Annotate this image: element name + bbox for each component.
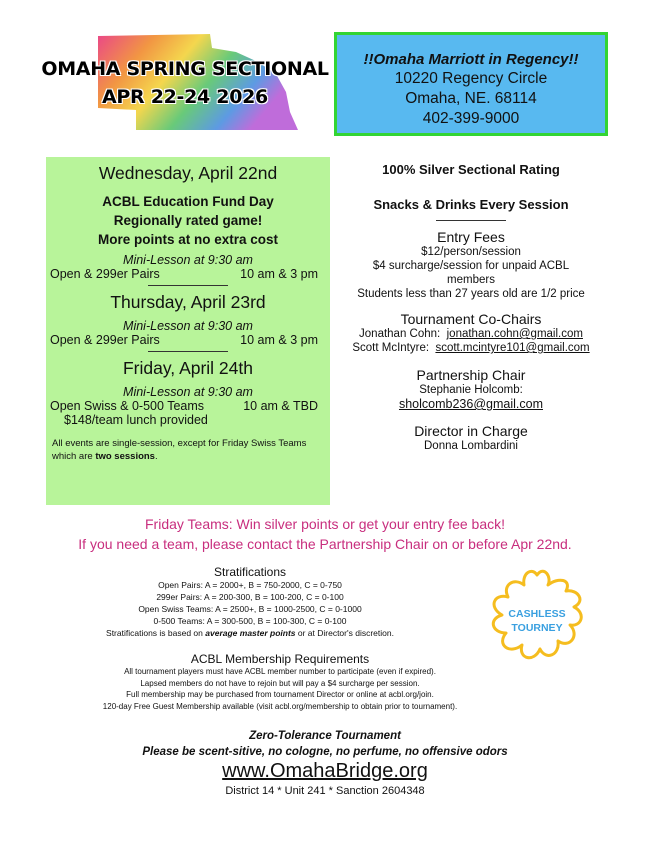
membership-line-2: Lapsed members do not have to rejoin but will pay a $4 surcharge per session. [140,678,420,688]
friday-lunch: $148/team lunch provided [64,413,208,427]
stratifications-section [60,565,440,639]
badge-line-1: CASHLESS [508,608,566,620]
wednesday-highlight-1: ACBL Education Fund Day [102,194,274,209]
strat-basis-text: Stratifications is based on [106,628,206,638]
cochair-2-name: Scott McIntyre: [352,342,430,354]
cochair-2-email-link[interactable]: scott.mcintyre101@gmail.com [435,342,590,354]
schedule-box [46,157,330,505]
wednesday-event-row [46,267,330,281]
session-note-end: . [154,451,158,462]
wednesday-time: 10 am & 3 pm [240,267,318,281]
scent-notice: Please be scent-sitive, no cologne, no perfume, no offensive odors [142,746,508,758]
director-name: Donna Lombardini [424,440,518,452]
hotel-phone: 402-399-9000 [422,110,520,127]
sectional-title: OMAHA SPRING SECTIONAL [41,58,329,80]
membership-heading: ACBL Membership Requirements [190,652,370,666]
friday-mini-lesson: Mini-Lesson at 9:30 am [123,385,253,399]
rating-text: 100% Silver Sectional Rating [382,162,560,177]
thursday-event: Open & 299er Pairs [50,333,160,347]
hotel-address: 10220 Regency Circle [394,70,548,87]
divider [148,285,228,286]
wednesday-event: Open & 299er Pairs [50,267,160,281]
wednesday-highlight-3: More points at no extra cost [97,232,279,247]
friday-heading: Friday, April 24th [122,358,253,378]
thursday-heading: Thursday, April 23rd [110,292,266,312]
zero-tolerance-title: Zero-Tolerance Tournament [249,730,401,742]
website-link[interactable]: www.OmahaBridge.org [222,760,428,782]
director-heading: Director in Charge [414,423,528,439]
hotel-city: Omaha, NE. 68114 [405,90,537,107]
wednesday-mini-lesson: Mini-Lesson at 9:30 am [123,253,253,267]
cochair-1-email-link[interactable]: jonathan.cohn@gmail.com [446,328,583,340]
wednesday-highlight-2: Regionally rated game! [113,213,263,228]
cochair-1-name: Jonathan Cohn: [359,328,441,340]
strat-basis-end: or at Director's discretion. [295,628,394,638]
strat-0-500-teams: 0-500 Teams: A = 300-500, B = 100-300, C = 0-100 [153,616,347,626]
strat-basis [60,627,440,639]
entry-fees-heading: Entry Fees [437,229,505,245]
info-column [336,162,606,453]
friday-teams-line-1: Friday Teams: Win silver points or get your entry fee back! [145,516,505,532]
cochair-1 [336,327,606,341]
thursday-time: 10 am & 3 pm [240,333,318,347]
partnership-heading: Partnership Chair [416,367,526,383]
friday-time: 10 am & TBD [243,399,318,413]
sectional-dates: APR 22-24 2026 [102,86,268,108]
entry-fee-line-3: Students less than 27 years old are 1/2 price [357,288,585,300]
strat-299er-pairs: 299er Pairs: A = 200-300, B = 100-200, C = 0-100 [156,592,344,602]
badge-line-2: TOURNEY [511,622,563,634]
entry-fee-line-1: $12/person/session [421,246,521,258]
friday-event-row [46,399,330,413]
session-note-text: All events are single-session, except for Friday Swiss Teams which are [52,438,307,462]
friday-event: Open Swiss & 0-500 Teams [50,399,205,413]
stratifications-heading: Stratifications [213,565,287,579]
strat-open-pairs: Open Pairs: A = 2000+, B = 750-2000, C = 0-750 [158,580,342,590]
membership-line-1: All tournament players must have ACBL member number to participate (even if expired). [124,667,436,676]
partnership-email-link[interactable]: sholcomb236@gmail.com [398,397,543,411]
cochair-2 [336,341,606,355]
wednesday-heading: Wednesday, April 22nd [98,163,278,183]
divider [436,220,506,221]
thursday-event-row [46,333,330,347]
zero-tolerance-notice [0,728,650,760]
cochairs-heading: Tournament Co-Chairs [400,311,542,327]
session-note [46,437,330,463]
friday-teams-line-2: If you need a team, please contact the Partnership Chair on or before Apr 22nd. [78,536,572,552]
partnership-name: Stephanie Holcomb: [419,384,523,396]
strat-basis-bold: average master points [205,628,296,638]
membership-section [40,652,520,712]
membership-line-4: 120-day Free Guest Membership available (visit acbl.org/membership to obtain prior to tournament). [102,701,458,711]
snacks-text: Snacks & Drinks Every Session [373,197,569,212]
thursday-mini-lesson: Mini-Lesson at 9:30 am [123,319,253,333]
district-info: District 14 * Unit 241 * Sanction 2604348 [225,785,425,797]
friday-teams-notice [0,514,650,554]
entry-fee-line-2: $4 surcharge/session for unpaid ACBL members [372,260,570,286]
divider [148,351,228,352]
strat-open-swiss: Open Swiss Teams: A = 2500+, B = 1000-2500, C = 0-1000 [138,604,362,614]
hotel-box [334,32,608,136]
session-note-bold: two sessions [95,451,155,462]
hotel-name: !!Omaha Marriott in Regency!! [363,51,579,68]
sectional-logo [40,22,330,132]
membership-line-3: Full membership may be purchased from tournament Director or online at acbl.org/join. [126,690,434,699]
